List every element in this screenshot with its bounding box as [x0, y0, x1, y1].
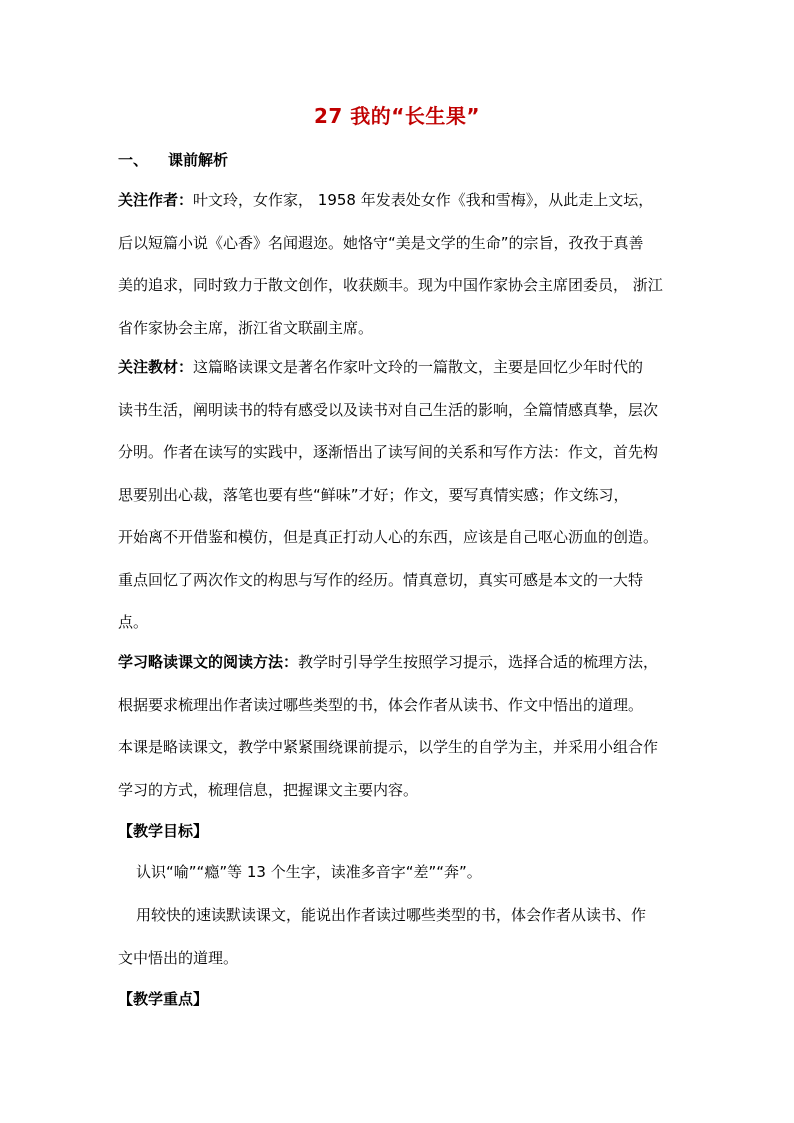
author-line-3: 美的追求，同时致力于散文创作，收获颇丰。现为中国作家协会主席团委员， 浙江 [118, 276, 663, 294]
textbook-label: 关注教材： [118, 358, 194, 376]
textbook-paragraph [118, 346, 678, 644]
textbook-line-1: 这篇略读课文是著名作家叶文玲的一篇散文，主要是回忆少年时代的 [193, 358, 644, 376]
teaching-goals-heading: 【教学目标】 [118, 822, 209, 840]
section-number: 一、 [118, 151, 149, 169]
goal-1-text: 认识“喻”“瘾”等 13 个生字，读准多音字“差”“奔”。 [136, 863, 482, 881]
textbook-line-3: 分明。作者在读写的实践中，逐渐悟出了读写间的关系和写作方法：作文，首先构 [118, 443, 659, 461]
page-title: 27 我的“长生果” [313, 104, 481, 128]
author-line-2: 后以短篇小说《心香》名闻遐迩。她恪守“美是文学的生命”的宗旨，孜孜于真善 [118, 233, 644, 252]
author-label: 关注作者： [118, 191, 194, 209]
section-label: 课前解析 [168, 151, 229, 169]
section-heading-preview [118, 150, 228, 170]
goal-item-1 [118, 851, 678, 894]
textbook-line-5: 开始离不开借鉴和模仿，但是真正打动人心的东西，应该是自己呕心沥血的创造。 [118, 528, 659, 546]
paragraph-line [118, 346, 678, 389]
method-line-3: 本课是略读课文，教学中紧紧围绕课前提示，以学生的自学为主，并采用小组合作 [118, 738, 659, 756]
method-line-2: 根据要求梳理出作者读过哪些类型的书，体会作者从读书、作文中悟出的道理。 [118, 695, 644, 714]
paragraph-line [118, 179, 678, 222]
paragraph-line [118, 641, 678, 684]
textbook-line-6: 重点回忆了两次作文的构思与写作的经历。情真意切，真实可感是本文的一大特 [118, 570, 644, 589]
method-label: 学习略读课文的阅读方法： [118, 653, 299, 671]
author-line-1: 叶文玲，女作家， 1958 年发表处女作《我和雪梅》，从此走上文坛， [193, 191, 654, 209]
textbook-line-2: 读书生活，阐明读书的特有感受以及读书对自己生活的影响，全篇情感真挚，层次 [118, 400, 659, 419]
textbook-line-7: 点。 [118, 613, 149, 631]
method-paragraph [118, 641, 678, 811]
goal-2-line-2: 文中悟出的道理。 [118, 948, 239, 967]
textbook-line-4: 思要别出心裁，落笔也要有些“鲜味”才好；作文，要写真情实感；作文练习， [118, 485, 629, 504]
goal-item-2 [118, 894, 678, 979]
method-line-1: 教学时引导学生按照学习提示，选择合适的梳理方法， [298, 653, 659, 671]
teaching-focus-heading: 【教学重点】 [118, 990, 209, 1008]
author-paragraph [118, 179, 678, 349]
author-line-4: 省作家协会主席，浙江省文联副主席。 [118, 318, 374, 337]
goal-2-line-1: 用较快的速读默读课文，能说出作者读过哪些类型的书，体会作者从读书、作 [136, 906, 647, 924]
method-line-4: 学习的方式，梳理信息，把握课文主要内容。 [118, 780, 419, 799]
